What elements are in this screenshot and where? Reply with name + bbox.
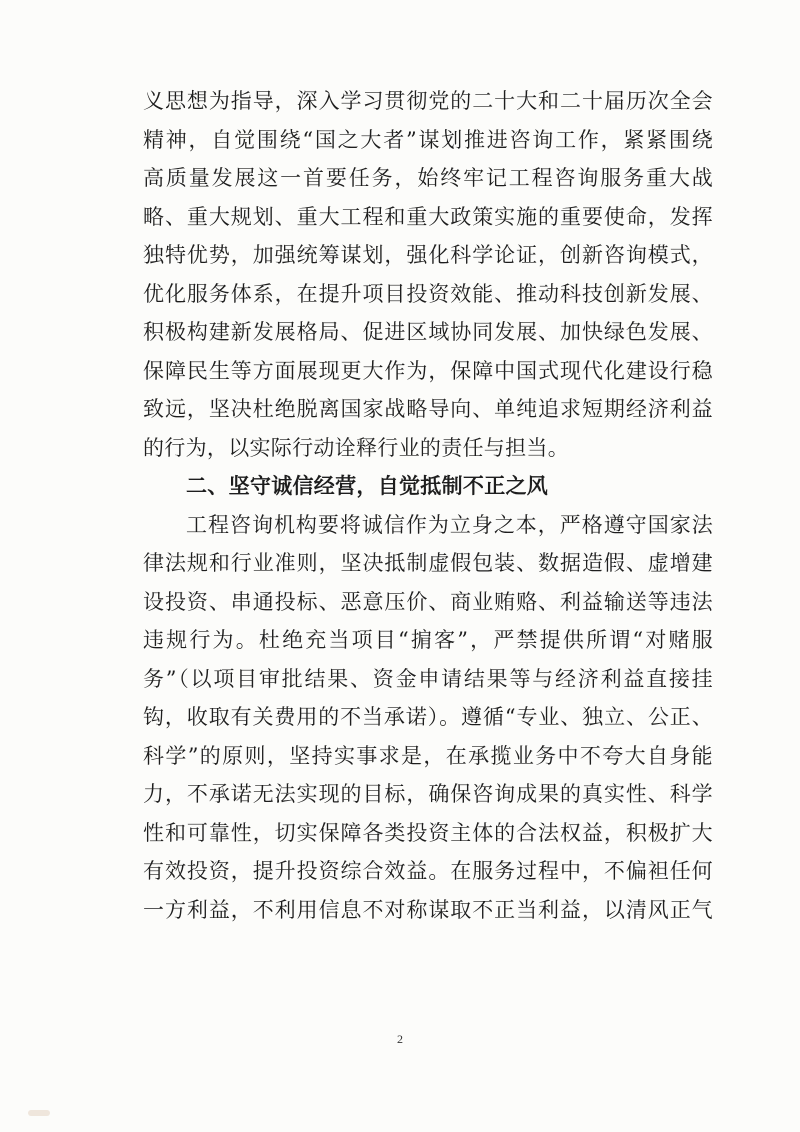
scan-mark [28, 1110, 50, 1116]
text-line: 有效投资，提升投资综合效益。在服务过程中，不偏袒任何 [143, 859, 713, 883]
text-line: 一方利益，不利用信息不对称谋取不正当利益，以清风正气 [143, 897, 713, 922]
text-line: 钩，收取有关费用的不当承诺）。遵循“专业、独立、公正、 [143, 705, 713, 729]
text-line: 优化服务体系，在提升项目投资效能、推动科技创新发展、 [143, 281, 713, 306]
text-line: 略、重大规划、重大工程和重大政策实施的重要使命，发挥 [143, 204, 713, 229]
text-line: 高质量发展这一首要任务，始终牢记工程咨询服务重大战 [143, 166, 713, 190]
text-line: 违规行为。杜绝充当项目“掮客”，严禁提供所谓“对赌服 [143, 628, 713, 652]
text-line: 力，不承诺无法实现的目标，确保咨询成果的真实性、科学 [143, 782, 713, 806]
text-line: 积极构建新发展格局、促进区域协同发展、加快绿色发展、 [143, 320, 713, 344]
text-line: 设投资、串通投标、恶意压价、商业贿赂、利益输送等违法 [143, 589, 713, 614]
text-line: 致远，坚决杜绝脱离国家战略导向、单纯追求短期经济利益 [143, 397, 713, 421]
text-line: 义思想为指导，深入学习贯彻党的二十大和二十届历次全会 [143, 89, 713, 113]
text-line: 工程咨询机构要将诚信作为立身之本，严格遵守国家法 [186, 512, 713, 537]
section-heading: 二、坚守诚信经营，自觉抵制不正之风 [186, 474, 549, 498]
text-line: 务”（以项目审批结果、资金申请结果等与经济利益直接挂 [143, 666, 713, 691]
text-line: 性和可靠性，切实保障各类投资主体的合法权益，积极扩大 [143, 820, 713, 845]
text-line: 精神，自觉围绕“国之大者”谋划推进咨询工作，紧紧围绕 [143, 127, 713, 152]
text-line: 律法规和行业准则，坚决抵制虚假包装、数据造假、虚增建 [143, 551, 713, 575]
page-number: 2 [397, 1032, 403, 1046]
text-line: 科学”的原则，坚持实事求是，在承揽业务中不夸大自身能 [143, 743, 713, 768]
text-line: 的行为，以实际行动诠释行业的责任与担当。 [143, 435, 569, 460]
document-body [143, 82, 713, 929]
text-line: 独特优势，加强统筹谋划，强化科学论证，创新咨询模式， [143, 243, 713, 267]
text-line: 保障民生等方面展现更大作为，保障中国式现代化建设行稳 [143, 358, 713, 383]
